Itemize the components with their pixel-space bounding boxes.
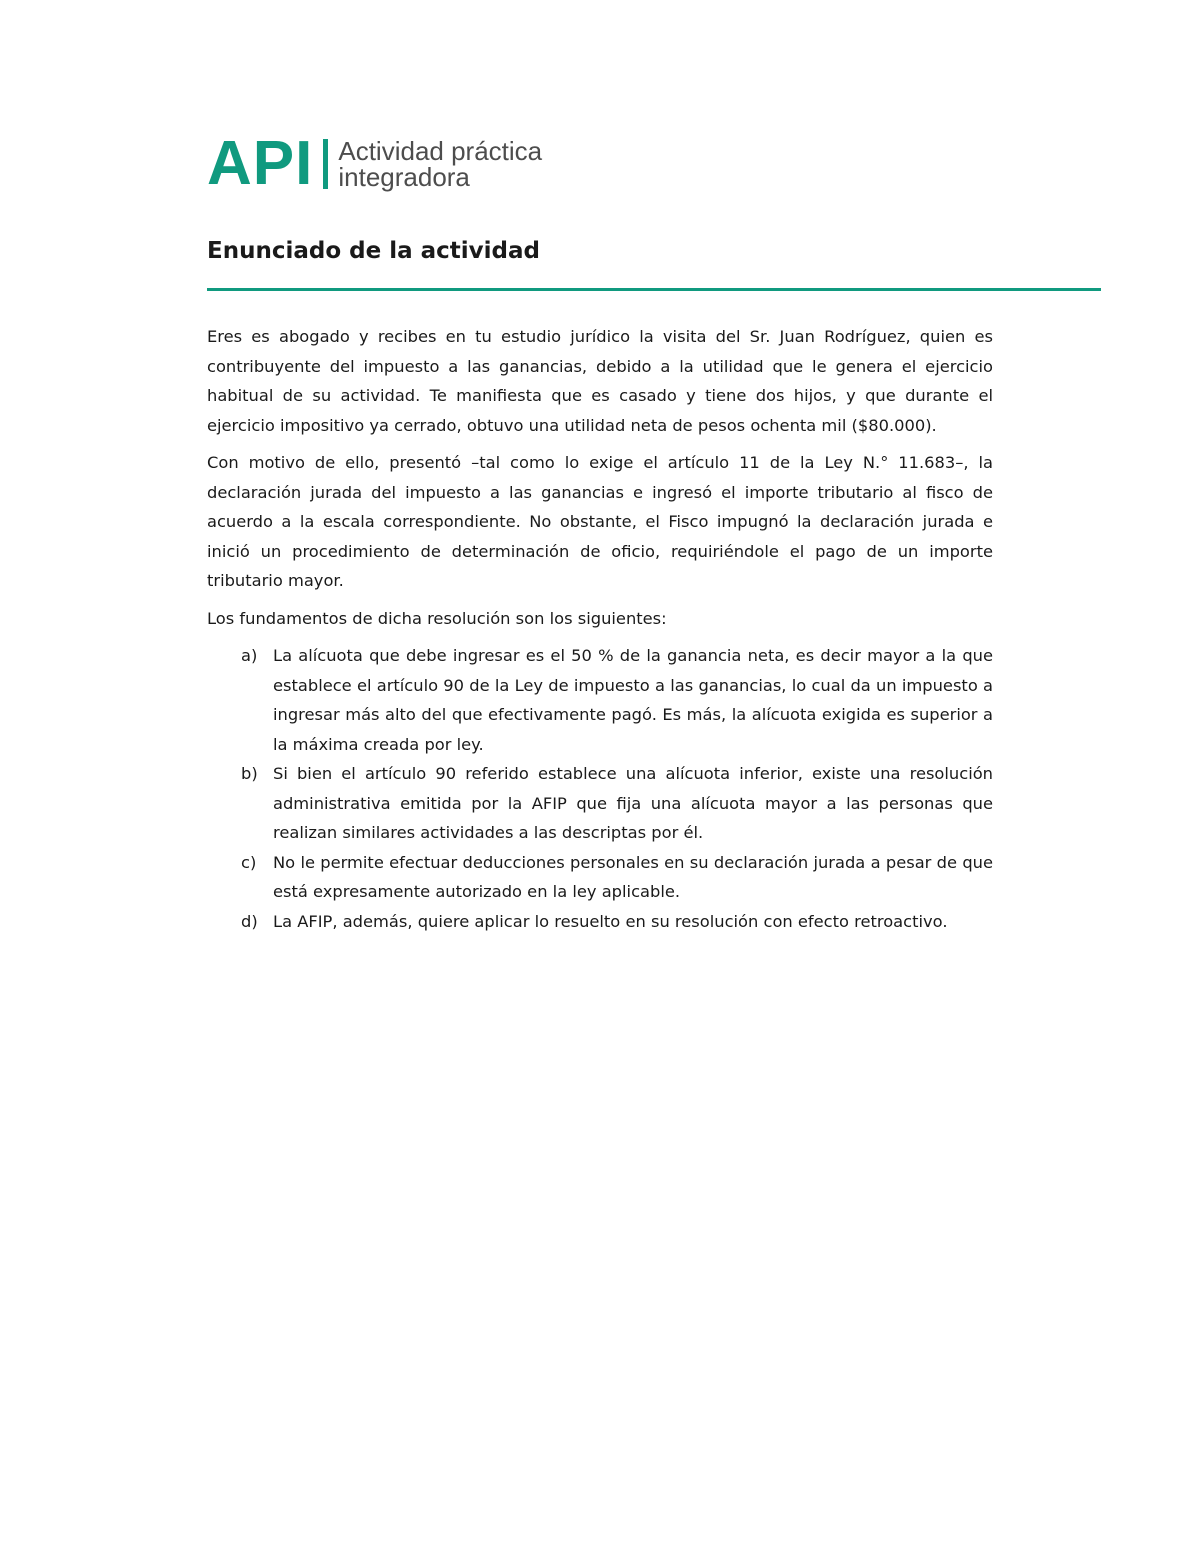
list-item-marker: a) xyxy=(241,646,258,665)
list-item xyxy=(207,641,993,759)
paragraph-declaration: Con motivo de ello, presentó –tal como lo exige el artículo 11 de la Ley N.° 11.683–, la declaración jurada del impuesto a las ganancias e ingresó el importe tributario al fisco de acuerdo a la escala correspondiente. No obstante, el Fisco impugnó la declaración jurada e inició un procedimiento de determinación de oficio, requiriéndole el pago de un importe tributario mayor. xyxy=(207,453,993,590)
list-item xyxy=(207,759,993,848)
api-logo xyxy=(207,129,543,198)
list-item-marker: d) xyxy=(241,911,258,931)
list-item xyxy=(207,848,993,907)
paragraph-intro: Eres es abogado y recibes en tu estudio jurídico la visita del Sr. Juan Rodríguez, quien es contribuyente del impuesto a las ganancias, debido a la utilidad que le genera el ejercicio habitual de su actividad. Te manifiesta que es casado y tiene dos hijos, y que durante el ejercicio impositivo ya cerrado, obtuvo una utilidad neta de pesos ochenta mil ($80.000). xyxy=(207,327,993,435)
logo-mark: API xyxy=(207,129,314,198)
list-item-text: La alícuota que debe ingresar es el 50 % de la ganancia neta, es decir mayor a la que establece el artículo 90 de la Ley de impuesto a las ganancias, lo cual da un impuesto a ingresar más alto del que efectivamente pagó. Es más, la alícuota exigida es superior a la máxima creada por ley. xyxy=(273,646,993,754)
list-item-text: No le permite efectuar deducciones personales en su declaración jurada a pesar de que está expresamente autorizado en la ley aplicable. xyxy=(273,852,993,901)
list-item-text: La AFIP, además, quiere aplicar lo resuelto en su resolución con efecto retroactivo. xyxy=(273,911,948,931)
logo-subtitle-line-2: integradora xyxy=(338,162,470,192)
logo-separator xyxy=(323,139,328,189)
list-item-marker: c) xyxy=(241,852,257,872)
document-body xyxy=(207,322,993,936)
list-item-text: Si bien el artículo 90 referido establece una alícuota inferior, existe una resolución administrativa emitida por la AFIP que fija una alícuota mayor a las personas que realizan similares actividades a las descriptas por él. xyxy=(273,764,993,842)
title-divider xyxy=(207,288,1101,291)
page-title: Enunciado de la actividad xyxy=(207,238,540,264)
logo-subtitle-line-1: Actividad práctica xyxy=(338,136,543,166)
paragraph-fundamentos: Los fundamentos de dicha resolución son los siguientes: xyxy=(207,608,667,628)
list-item-marker: b) xyxy=(241,764,258,783)
list-item xyxy=(207,907,993,937)
fundamentos-list xyxy=(207,641,993,936)
logo-subtitle xyxy=(338,138,542,190)
